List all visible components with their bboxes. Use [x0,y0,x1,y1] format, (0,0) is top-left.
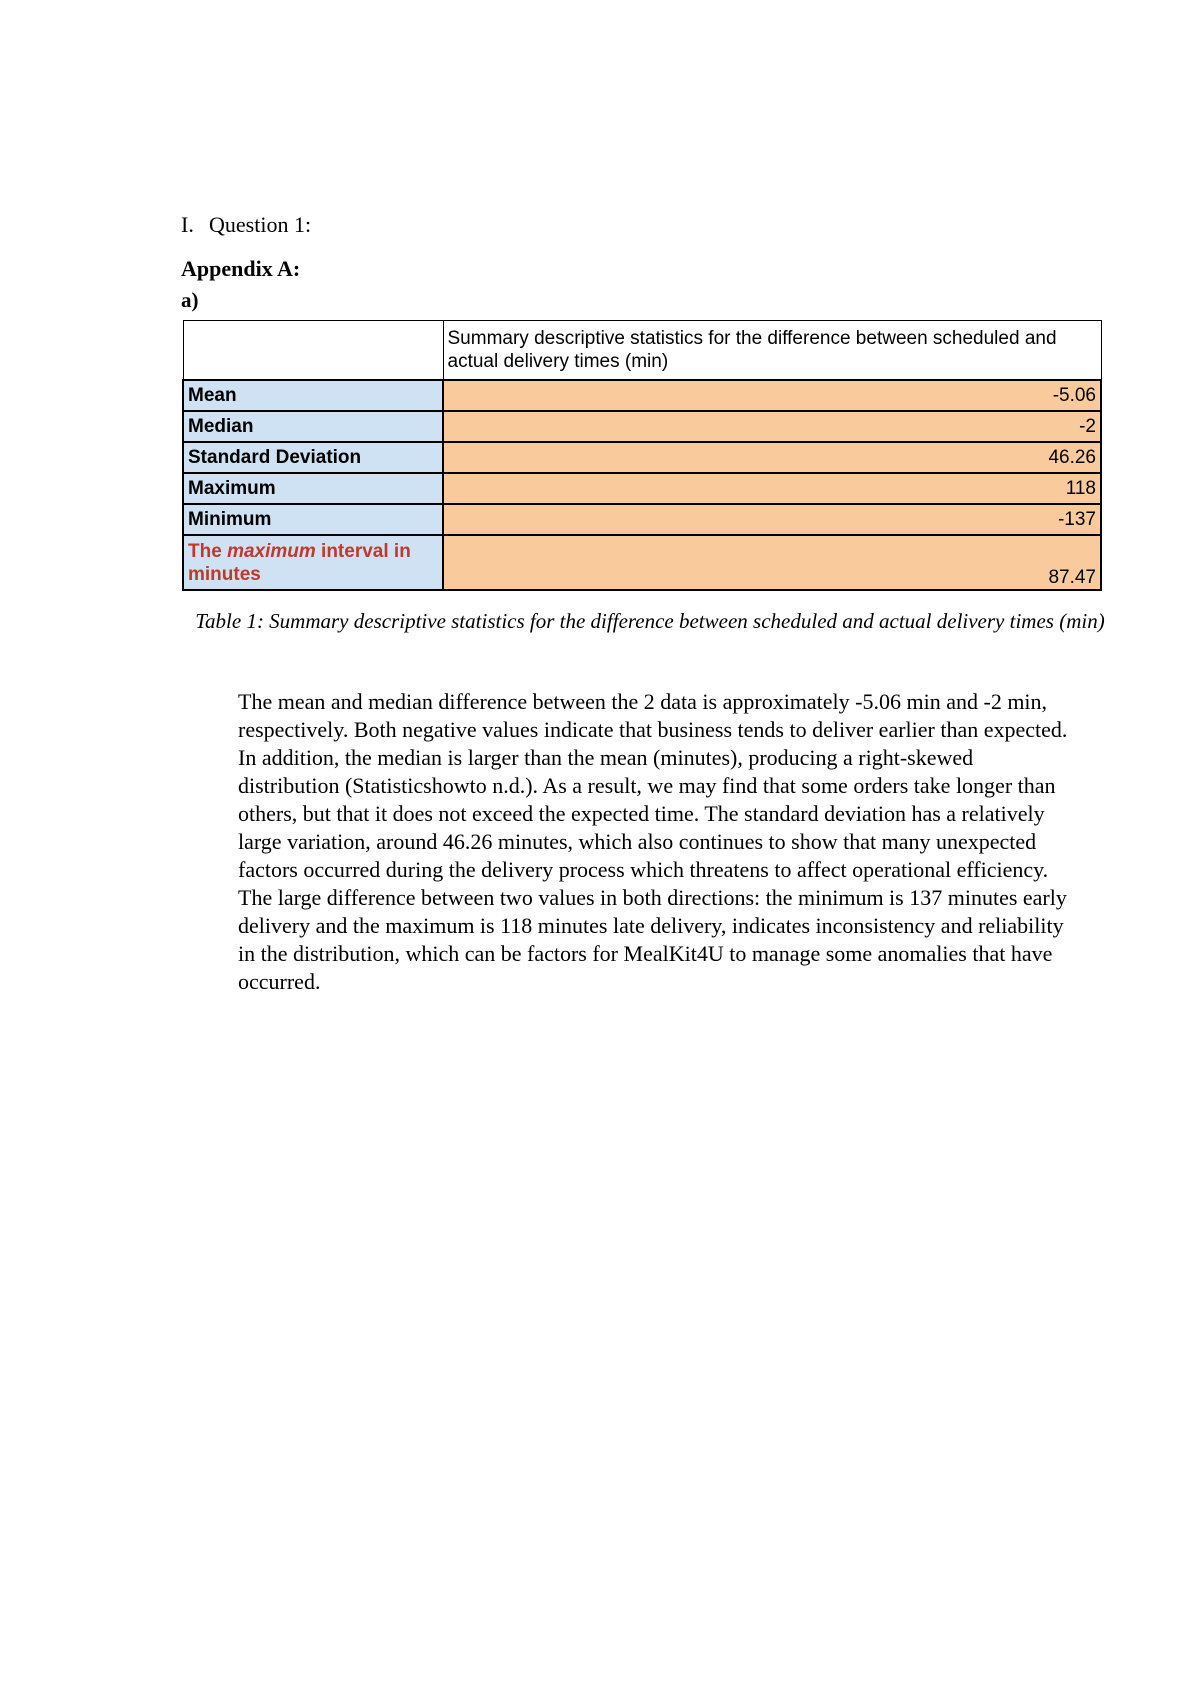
row-label-maximum-interval [183,535,443,590]
table-header-cell: Summary descriptive statistics for the difference between scheduled and actual delivery times (min) [443,321,1101,381]
row-label-minimum: Minimum [183,504,443,535]
table-row [183,411,1101,442]
row-label-maximum: Maximum [183,473,443,504]
table-row [183,535,1101,590]
row-label-median: Median [183,411,443,442]
row-value-mean: -5.06 [443,380,1101,411]
table-row [183,380,1101,411]
label-part-before: The [188,540,228,562]
heading-text: Question 1: [209,212,312,237]
row-label-mean: Mean [183,380,443,411]
row-value-standard-deviation: 46.26 [443,442,1101,473]
part-label: a) [181,288,199,312]
table-row [183,473,1101,504]
appendix-title: Appendix A: [181,256,301,281]
row-label-standard-deviation: Standard Deviation [183,442,443,473]
section-heading [181,212,311,238]
table-header-row [183,321,1101,381]
table-row [183,442,1101,473]
paragraph: The mean and median difference between the 2 data is approximately -5.06 min and -2 min, respectively. Both negative values indicate that business tends to deliver earlier than expected. In addition, the median is larger than the mean (minutes), producing a right-skewed distribution (Statisticshowto n.d.). As a result, we may find that some orders take longer than others, but that it does not exceed the expected time. The standard deviation has a relatively large variation, around 46.26 minutes, which also continues to show that many unexpected factors occurred during the delivery process which threatens to affect operational efficiency. [238,689,1068,882]
row-value-minimum: -137 [443,504,1101,535]
body-text [238,688,1068,996]
statistics-table [182,320,1102,591]
heading-number: I. [181,212,194,237]
label-emphasis: maximum [227,540,316,562]
table-header-empty-cell [183,321,443,381]
table-caption: Table 1: Summary descriptive statistics for the difference between scheduled and actual delivery times (min) [195,609,1105,633]
row-value-maximum: 118 [443,473,1101,504]
table-row [183,504,1101,535]
row-value-median: -2 [443,411,1101,442]
paragraph: The large difference between two values in both directions: the minimum is 137 minutes early delivery and the maximum is 118 minutes late delivery, indicates inconsistency and reliability in the distribution, which can be factors for MealKit4U to manage some anomalies that have occurred. [238,885,1067,994]
label-part-after: interval in minutes [188,540,411,585]
row-value-maximum-interval: 87.47 [443,535,1101,590]
